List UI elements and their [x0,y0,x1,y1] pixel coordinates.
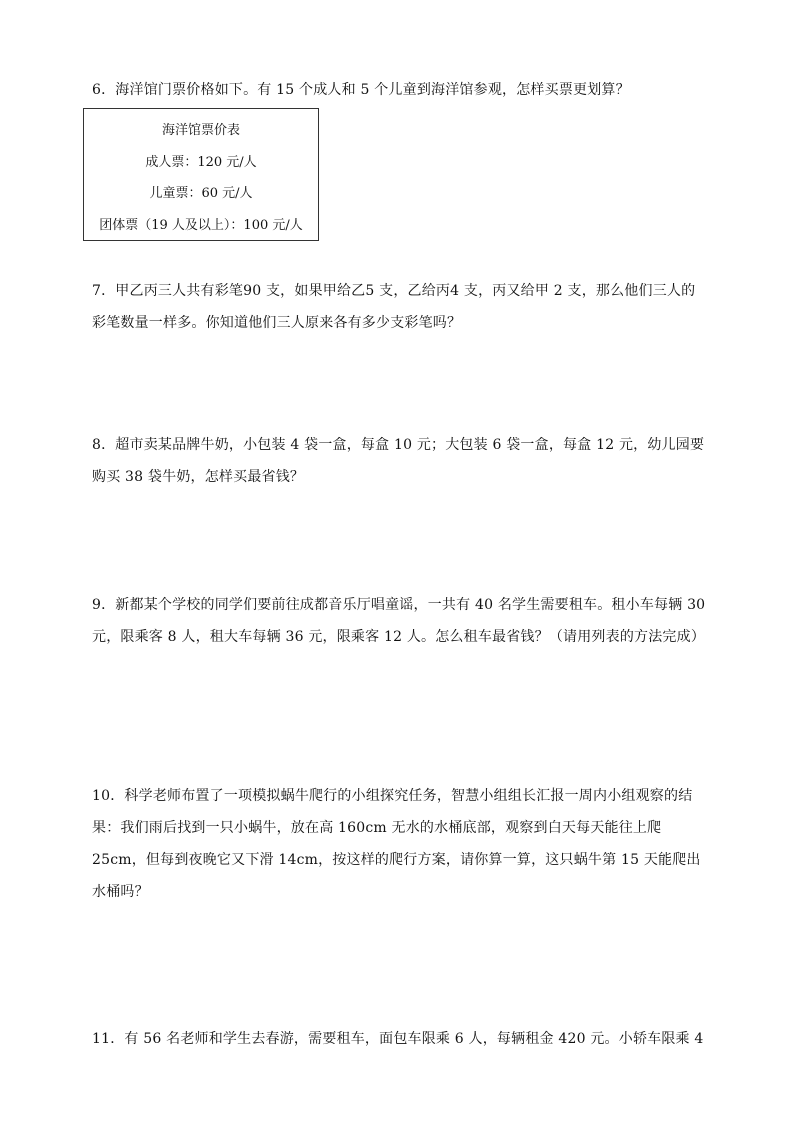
question-9 [92,589,712,653]
ticket-price-table [83,108,319,241]
question-8 [92,429,712,493]
price-table-title: 海洋馆票价表 [161,123,240,138]
question-8-line-1: 8．超市卖某品牌牛奶，小包装 4 袋一盒，每盒 10 元；大包装 6 袋一盒，每盒 12 元，幼儿园要 [92,437,705,453]
question-6-text: 6．海洋馆门票价格如下。有 15 个成人和 5 个儿童到海洋馆参观，怎样买票更划算？ [92,82,630,98]
question-11 [92,1023,712,1055]
price-group: 团体票（19 人及以上）：100 元/人 [99,218,303,233]
question-7-line-2: 彩笔数量一样多。你知道他们三人原来各有多少支彩笔吗？ [92,315,462,331]
question-9-line-2: 元，限乘客 8 人，租大车每辆 36 元，限乘客 12 人。怎么租车最省钱？（请用列表的方法完成） [92,629,706,645]
question-10-line-1: 10．科学老师布置了一项模拟蜗牛爬行的小组探究任务，智慧小组组长汇报一周内小组观察的结 [92,788,693,804]
price-child: 儿童票：60 元/人 [149,186,253,201]
question-6 [92,74,712,106]
question-9-line-1: 9．新都某个学校的同学们要前往成都音乐厅唱童谣，一共有 40 名学生需要租车。租小车每辆 30 [92,597,706,613]
question-10-line-3: 25cm，但每到夜晚它又下滑 14cm，按这样的爬行方案，请你算一算，这只蜗牛第 15 天能爬出 [92,852,701,868]
question-10-line-4: 水桶吗？ [92,884,149,900]
question-8-line-2: 购买 38 袋牛奶，怎样买最省钱？ [92,469,305,485]
question-10-line-2: 果：我们雨后找到一只小蜗牛，放在高 160cm 无水的水桶底部，观察到白天每天能往上爬 [92,820,662,836]
price-adult: 成人票：120 元/人 [145,155,257,170]
question-7-line-1: 7．甲乙丙三人共有彩笔90 支，如果甲给乙5 支，乙给丙4 支，丙又给甲 2 支，那么他们三人的 [92,283,696,299]
question-11-line-1: 11．有 56 名老师和学生去春游，需要租车，面包车限乘 6 人，每辆租金 420 元。小轿车限乘 4 [92,1031,704,1047]
question-7 [92,275,712,339]
question-10 [92,780,712,908]
